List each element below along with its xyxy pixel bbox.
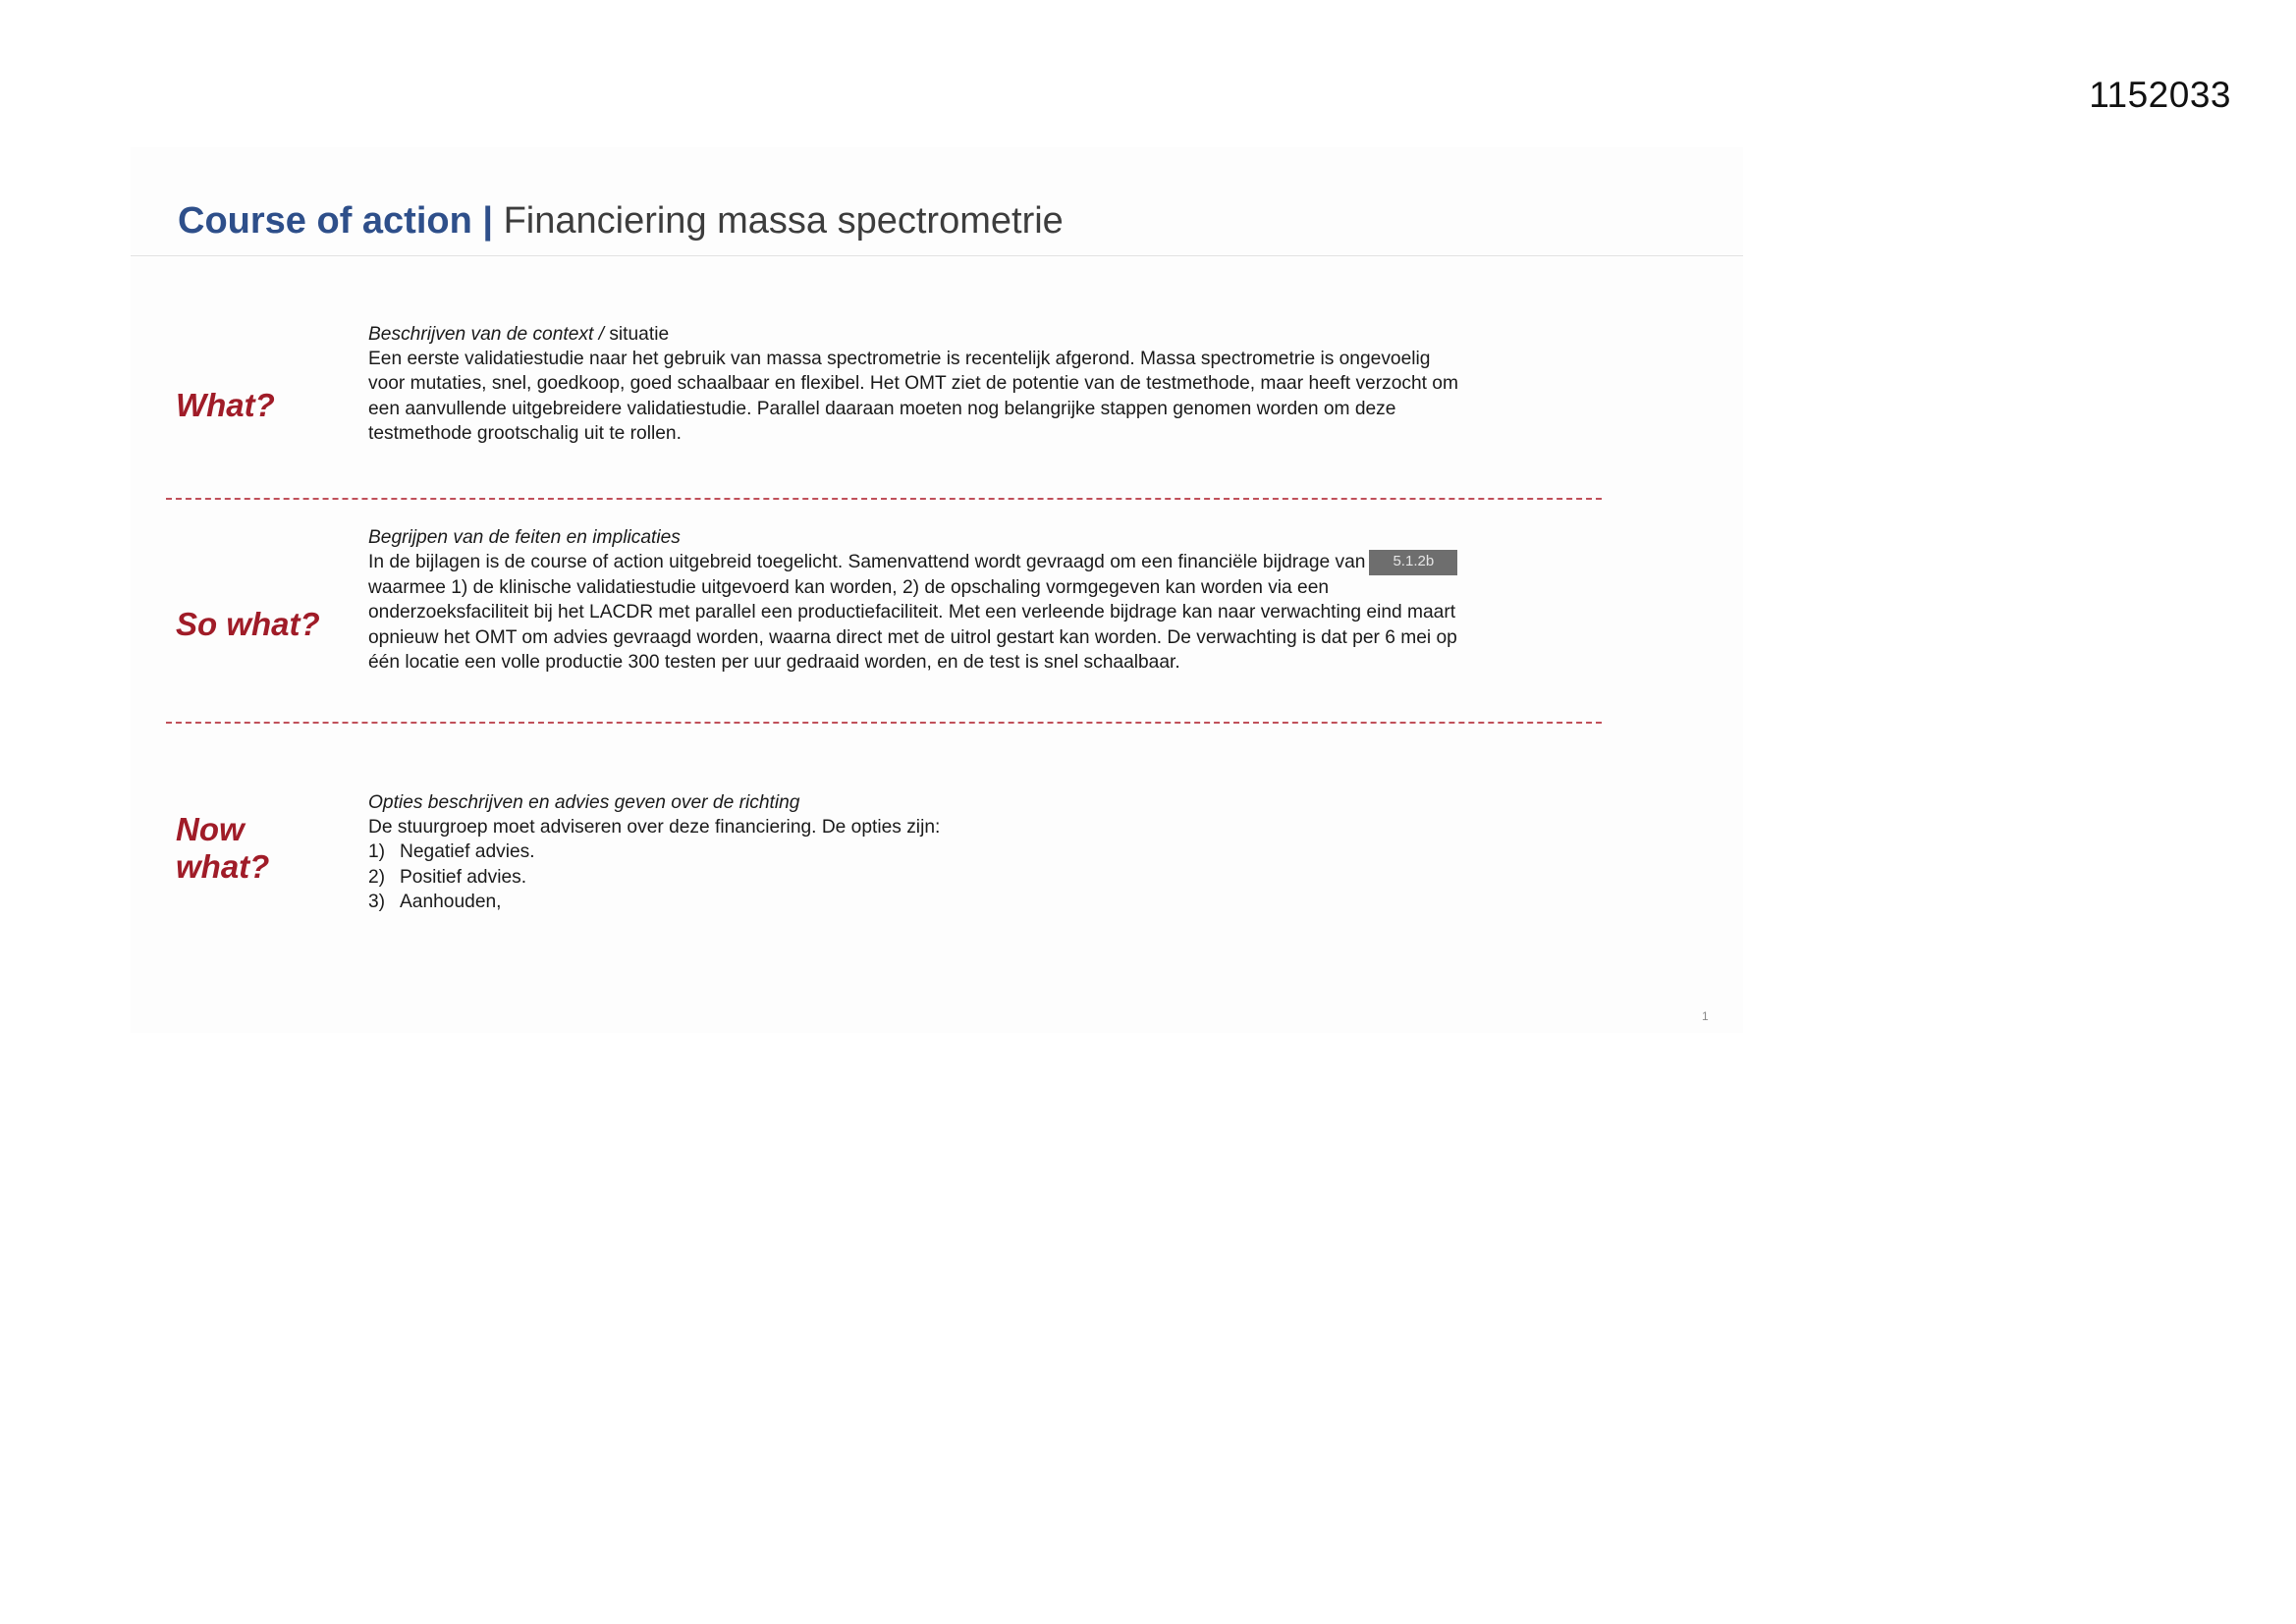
what-label: What? — [176, 387, 275, 423]
option-text: Negatief advies. — [400, 841, 535, 863]
section-divider-1 — [166, 498, 1602, 500]
document-number: 1152033 — [2089, 75, 2231, 115]
option-text: Positief advies. — [400, 866, 527, 888]
list-item — [368, 890, 940, 914]
now-what-label — [176, 811, 269, 886]
slide-title — [178, 200, 1064, 243]
option-number: 2) — [368, 866, 386, 888]
redaction-box: 5.1.2b — [1369, 550, 1457, 575]
now-what-section-body — [368, 790, 940, 914]
what-section-body — [368, 322, 1458, 446]
so-what-heading: Begrijpen van de feiten en implicaties — [368, 527, 681, 548]
list-item — [368, 865, 940, 890]
slide-title-subtitle: Financiering massa spectrometrie — [503, 200, 1064, 242]
so-what-line-2: waarmee 1) de klinische validatiestudie uitgevoerd kan worden, 2) de opschaling vormgegeven kan worden via een — [368, 577, 1330, 599]
now-what-label-line-2: what? — [176, 848, 270, 885]
option-number: 1) — [368, 841, 386, 863]
what-heading-italic: Beschrijven van de context / — [368, 324, 604, 345]
what-heading — [368, 322, 1458, 347]
so-what-line-4: opnieuw het OMT om advies gevraagd worden, waarna direct met de uitrol gestart kan worden. De verwachting is dat per 6 mei op — [368, 626, 1457, 648]
slide-title-separator: | — [482, 200, 494, 242]
now-what-intro: De stuurgroep moet adviseren over deze financiering. De opties zijn: — [368, 817, 941, 839]
slide — [131, 147, 1743, 1033]
what-line-2: voor mutaties, snel, goedkoop, goed schaalbaar en flexibel. Het OMT ziet de potentie van de testmethode, maar heeft verzocht om — [368, 373, 1458, 395]
page-number: 1 — [1702, 1009, 1709, 1023]
so-what-line-1-text: In de bijlagen is de course of action uitgebreid toegelicht. Samenvattend wordt gevraagd om een financiële bijdrage van — [368, 552, 1366, 573]
what-heading-suffix: situatie — [609, 324, 670, 345]
so-what-line-3: onderzoeksfaciliteit bij het LACDR met parallel een productiefaciliteit. Met een verleende bijdrage kan naar verwachting eind maart — [368, 602, 1456, 623]
option-number: 3) — [368, 891, 386, 912]
so-what-label: So what? — [176, 606, 320, 642]
so-what-section-body — [368, 525, 1457, 675]
now-what-label-line-1: Now — [176, 811, 245, 847]
list-item — [368, 839, 940, 864]
title-divider — [131, 255, 1743, 256]
so-what-line-5: één locatie een volle productie 300 testen per uur gedraaid worden, en de test is snel schaalbaar. — [368, 651, 1180, 673]
section-divider-2 — [166, 722, 1602, 724]
so-what-line-1 — [368, 550, 1457, 575]
what-line-1: Een eerste validatiestudie naar het gebruik van massa spectrometrie is recentelijk afgerond. Massa spectrometrie is ongevoelig — [368, 349, 1431, 370]
what-line-4: testmethode grootschalig uit te rollen. — [368, 422, 682, 444]
now-what-heading: Opties beschrijven en advies geven over de richting — [368, 792, 800, 813]
options-list — [368, 839, 940, 914]
slide-title-main: Course of action — [178, 200, 472, 242]
option-text: Aanhouden, — [400, 891, 502, 912]
what-line-3: een aanvullende uitgebreidere validatiestudie. Parallel daaraan moeten nog belangrijke stappen genomen worden om deze — [368, 398, 1396, 419]
